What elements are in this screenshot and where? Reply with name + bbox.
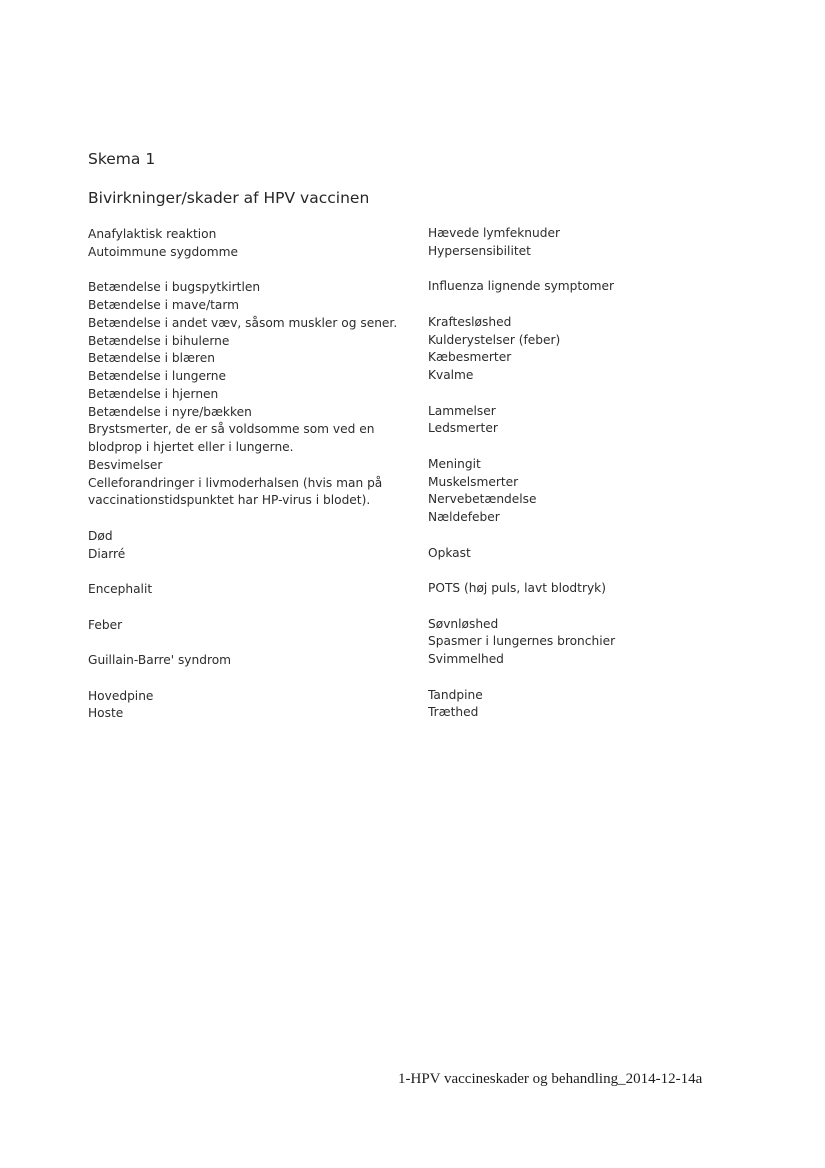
list-item: Lammelser: [428, 403, 496, 418]
list-item-spacer: [88, 634, 398, 652]
list-item: Tandpine: [428, 687, 483, 702]
list-item-spacer: [428, 562, 758, 580]
list-item: Betændelse i bihulerne: [88, 333, 230, 348]
list-item-spacer: [88, 510, 398, 528]
list-item-spacer: [428, 385, 758, 403]
list-item: Kvalme: [428, 368, 474, 382]
list-item-spacer: [88, 563, 398, 581]
list-item: Guillain-Barre' syndrom: [88, 653, 232, 667]
list-item: Betændelse i hjernen: [88, 386, 219, 401]
list-item: Encephalit: [88, 582, 153, 596]
document-footer: 1-HPV vaccineskader og behandling_2014-12-14a: [398, 1071, 703, 1087]
list-item-spacer: [428, 296, 758, 314]
list-item-spacer: [428, 669, 758, 687]
list-item: Spasmer i lungernes bronchier: [428, 634, 616, 649]
list-item-spacer: [88, 262, 398, 280]
list-item: vaccinationstidspunktet har HP-virus i blodet).: [88, 493, 371, 508]
document-title: Skema 1: [88, 150, 156, 168]
list-item: Betændelse i bugspytkirtlen: [88, 280, 261, 295]
list-item: Betændelse i mave/tarm: [88, 298, 240, 312]
list-item: POTS (høj puls, lavt blodtryk): [428, 581, 606, 595]
list-item: Nervebetændelse: [428, 492, 537, 507]
list-item: Influenza lignende symptomer: [428, 279, 615, 294]
list-item: Hypersensibilitet: [428, 243, 531, 258]
list-item: Ledsmerter: [428, 421, 498, 436]
list-item: Celleforandringer i livmoderhalsen (hvis man på: [88, 475, 383, 490]
list-item: Træthed: [428, 705, 479, 720]
list-item: Kæbesmerter: [428, 350, 512, 365]
list-item-spacer: [428, 527, 758, 545]
list-item: Feber: [88, 617, 123, 632]
list-item: Betændelse i lungerne: [88, 369, 227, 383]
list-item: Død: [88, 528, 113, 543]
side-effects-list-left: [88, 226, 398, 723]
list-item: Betændelse i blæren: [88, 351, 215, 366]
list-item: Betændelse i andet væv, såsom muskler og sener.: [88, 315, 398, 330]
list-item: Kulderystelser (feber): [428, 332, 561, 347]
list-item-spacer: [428, 261, 758, 279]
list-item-spacer: [88, 599, 398, 617]
list-item: Kraftesløshed: [428, 314, 512, 329]
list-item-spacer: [88, 670, 398, 688]
list-item: Anafylaktisk reaktion: [88, 227, 217, 241]
list-item: Svimmelhed: [428, 652, 504, 666]
list-item: Betændelse i nyre/bækken: [88, 404, 252, 419]
list-item: Nældefeber: [428, 510, 500, 524]
list-item: Opkast: [428, 545, 471, 560]
list-item: Søvnløshed: [428, 616, 499, 631]
list-item: Hovedpine: [88, 688, 154, 703]
list-item: Hoste: [88, 706, 124, 721]
list-item-spacer: [428, 438, 758, 456]
list-item: Muskelsmerter: [428, 474, 519, 489]
list-item: Meningit: [428, 456, 481, 471]
list-item-spacer: [428, 598, 758, 616]
list-item: Hævede lymfeknuder: [428, 226, 560, 240]
list-item: Diarré: [88, 546, 126, 561]
list-item: blodprop i hjertet eller i lungerne.: [88, 440, 294, 454]
list-item: Brystsmerter, de er så voldsomme som ved en: [88, 422, 375, 437]
list-item: Autoimmune sygdomme: [88, 244, 238, 259]
list-item: Besvimelser: [88, 457, 163, 472]
document-subtitle: Bivirkninger/skader af HPV vaccinen: [88, 189, 370, 207]
side-effects-list-right: [428, 225, 758, 722]
